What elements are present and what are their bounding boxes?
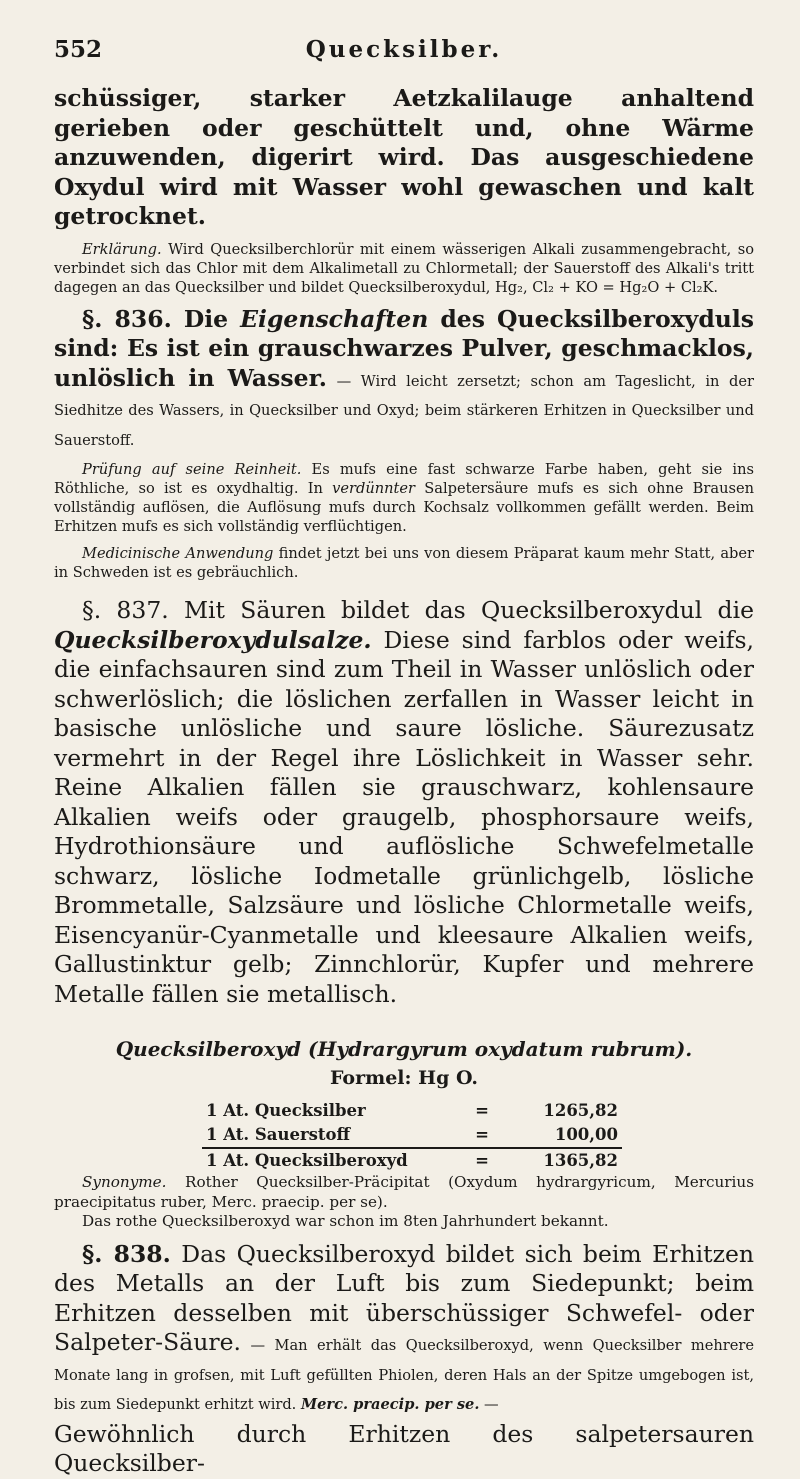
section-836: §. 836. Die Eigenschaften des Quecksilberoxyduls sind: Es ist ein grauschwarzes Pulver, geschmacklos, unlöslich in Wasser. — Wird leicht zersetzt; schon am Tageslicht, in der Siedhitze des Wassers, in Quecksilber und Oxyd; beim stärkeren Erhitzen in Quecksilber und Sauerstoff.: [54, 304, 754, 449]
paragraph-history: Das rothe Quecksilberoxyd war schon im 8ten Jahrhundert bekannt.: [82, 1212, 609, 1230]
erklaerung-label: Erklärung.: [82, 240, 162, 258]
book-page: [54, 36, 754, 1479]
section-837-keyword: Quecksilberoxydulsalze.: [54, 625, 372, 654]
med-label: Medicinische Anwendung: [82, 545, 274, 562]
paragraph-erklaerung: Erklärung. Wird Quecksilberchlorür mit einem wässerigen Alkali zusammengebracht, so verbindet sich das Chlor mit dem Alkalimetall zu Chlormetall; der Sauerstoff des Alkali's tritt dagegen an das Quecksilber und bildet Quecksilberoxydul, Hg₂, Cl₂ + KO = Hg₂O + Cl₂K.: [54, 240, 754, 296]
section-838-number: §. 838.: [82, 1239, 171, 1268]
running-title: Quecksilber.: [305, 36, 503, 63]
section-836-number: §. 836.: [82, 304, 172, 333]
section-837: §. 837. Mit Säuren bildet das Quecksilberoxydul die Quecksilberoxydulsalze. Diese sind farblos oder weifs, die einfachsauren sind zum Theil in Wasser unlöslich oder schwerlöslich; die löslichen zerfallen in Wasser leicht in basische unlösliche und saure lösliche. Säurezusatz vermehrt in der Regel ihre Löslichkeit in Wasser sehr. Reine Alkalien fällen sie grauschwarz, kohlensaure Alkalien weifs oder graugelb, phosphorsaure weifs, Hydrothionsäure und auflösliche Schwefelmetalle schwarz, lösliche Iodmetalle grünlichgelb, lösliche Brommetalle, Salzsäure und lösliche Chlormetalle weifs, Eisencyanür-Cyanmetalle und kleesaure Alkalien weifs, Gallustinktur gelb; Zinnchlorür, Kupfer und mehrere Metalle fällen sie metallisch.: [54, 596, 754, 1008]
paragraph-synonyme: Synonyme. Rother Quecksilber-Präcipitat (Oxydum hydrargyricum, Mercurius praecipitatus ruber, Merc. praecip. per se).: [54, 1173, 754, 1211]
section-838: §. 838. Das Quecksilberoxyd bildet sich beim Erhitzen des Metalls an der Luft bis zum Siedepunkt; beim Erhitzen desselben mit überschüssiger Schwefel- oder Salpeter-Säure. — Man erhält das Quecksilberoxyd, wenn Quecksilber mehrere Monate lang in grofsen, mit Luft gefüllten Phiolen, deren Hals an der Spitze umgebogen ist, bis zum Siedepunkt erhitzt wird. Merc. praecip. per se. —: [54, 1239, 754, 1413]
composition-table: [202, 1099, 622, 1173]
paragraph-pruefung: Prüfung auf seine Reinheit. Es mufs eine fast schwarze Farbe haben, geht sie ins Röthliche, so ist es oxydhaltig. In verdünnter Salpetersäure mufs es sich ohne Brausen vollständig auflösen, die Auflösung mufs durch Kochsalz vollkommen gefällt werden. Beim Erhitzen mufs es sich vollständig verflüchtigen.: [54, 461, 755, 535]
paragraph-last-line: Gewöhnlich durch Erhitzen des salpetersauren Quecksilber-: [54, 1419, 754, 1477]
synonyme-label: Synonyme.: [82, 1173, 167, 1191]
formula-line: Formel: Hg O.: [329, 1067, 479, 1089]
page-number: 552: [54, 36, 103, 63]
table-row-total: 1 At. Quecksilberoxyd = 1365,82: [202, 1148, 622, 1173]
table-row: 1 At. Quecksilber = 1265,82: [206, 1101, 618, 1120]
running-header: [54, 36, 754, 76]
section-836-keyword: Eigenschaften: [240, 304, 429, 333]
heading-quecksilberoxyd: Quecksilberoxyd (Hydrargyrum oxydatum rubrum).: [115, 1037, 693, 1061]
paragraph-preparation: schüssiger, starker Aetzkalilauge anhaltend gerieben oder geschüttelt und, ohne Wärme anzuwenden, digerirt wird. Das ausgeschiedene Oxydul wird mit Wasser wohl gewaschen und kalt getrocknet.: [54, 84, 754, 230]
pruefung-label: Prüfung auf seine Reinheit.: [82, 461, 302, 478]
paragraph-medicinische-anwendung: Medicinische Anwendung findet jetzt bei uns von diesem Präparat kaum mehr Statt, aber in Schweden ist es gebräuchlich.: [54, 545, 755, 581]
section-837-number: §. 837.: [82, 596, 169, 624]
table-row: 1 At. Sauerstoff = 100,00: [206, 1125, 618, 1144]
